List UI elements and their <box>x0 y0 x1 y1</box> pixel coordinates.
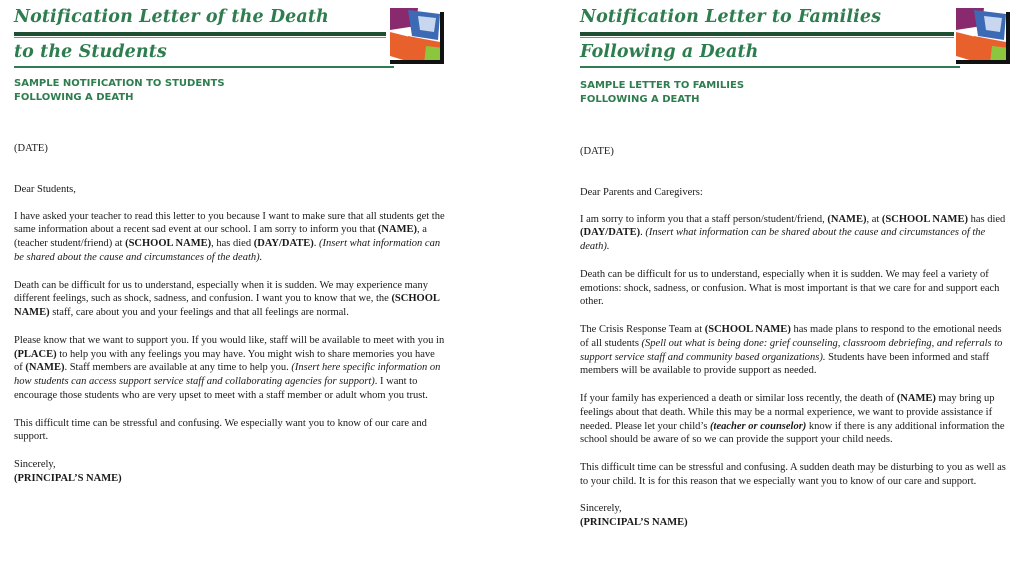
letter-body <box>14 142 446 486</box>
subheading-line2: FOLLOWING A DEATH <box>14 92 134 103</box>
letter-paragraph: Please know that we want to support you. If you would like, staff will be available to meet with you in (PLACE) to help you with any feelings you may have. You might wish to share memories you have of (NAME). Staff members are available at any time to help you. (Insert here specific information on how students can access support service staff and collaborating agencies for support). I want to encourage those students who are very upset to meet with a staff member or adult whom you trust. <box>14 334 445 401</box>
letter-date: (DATE) <box>14 143 48 154</box>
student-letter-page <box>0 0 470 579</box>
letter-paragraph: Death can be difficult for us to understand, especially when it is sudden. We may experience many different feelings, such as shock, sadness, and confusion. I want you to know that we, the (SCHOOL NAME) staff, care about you and your feelings and that all feelings are normal. <box>14 279 440 319</box>
letter-signature: (PRINCIPAL’S NAME) <box>14 472 122 484</box>
letter-paragraph: Death can be difficult for us to understand, especially when it is sudden. We may feel a variety of emotions: shock, sadness, or confusion. What is most important is that we care for and support each other. <box>580 268 1000 308</box>
page-title-line1: Notification Letter to Families <box>580 7 882 27</box>
page-title-line2: Following a Death <box>580 42 759 62</box>
letter-closing: Sincerely, <box>14 458 56 470</box>
letter-paragraph: The Crisis Response Team at (SCHOOL NAME) has made plans to respond to the emotional needs of all students (Spell out what is being done: grief counseling, classroom debriefing, and referrals to support service staff and community based organizations). Students have been informed and staff members will be available to provide support as needed. <box>580 323 1003 377</box>
letter-paragraph: I am sorry to inform you that a staff person/student/friend, (NAME), at (SCHOOL NAME) has died (DAY/DATE). (Insert what information can be shared about the cause and circumstances of the death). <box>580 213 1006 253</box>
letter-paragraph: If your family has experienced a death or similar loss recently, the death of (NAME) may bring up feelings about that death. While this may be a normal experience, we want to provide assistance if needed. Please let your child’s (teacher or counselor) know if there is any additional information the school should be aware of so we can provide the support your child needs. <box>580 392 1005 446</box>
letter-paragraph: This difficult time can be stressful and confusing. A sudden death may be disturbing to you as well as to your child. It is for this reason that we especially want you to know of our care and support. <box>580 461 1006 487</box>
title-underline <box>14 66 394 68</box>
letter-date: (DATE) <box>580 146 614 157</box>
subheading-line1: SAMPLE LETTER TO FAMILIES <box>580 80 745 91</box>
letter-body <box>580 145 1010 530</box>
letter-paragraph: This difficult time can be stressful and confusing. We especially want you to know of our care and support. <box>14 417 427 443</box>
sample-subheading <box>580 79 744 107</box>
letter-salutation: Dear Parents and Caregivers: <box>580 186 703 198</box>
collage-logo-icon <box>954 6 1010 64</box>
letter-signature: (PRINCIPAL’S NAME) <box>580 517 688 529</box>
subheading-line1: SAMPLE NOTIFICATION TO STUDENTS <box>14 78 225 89</box>
title-rule <box>14 32 386 36</box>
title-rule <box>580 32 954 36</box>
collage-logo-icon <box>388 6 444 64</box>
title-rule-accent <box>14 37 386 38</box>
letter-salutation: Dear Students, <box>14 183 76 195</box>
title-underline <box>580 66 960 68</box>
letter-paragraph: I have asked your teacher to read this letter to you because I want to make sure that all students get the same information about a recent sad event at our school. I am sorry to inform you that (NAME), a (teacher student/friend) at (SCHOOL NAME), has died (DAY/DATE). (Insert what information can be shared about the cause and circumstances of the death). <box>14 210 445 263</box>
page-title-line1: Notification Letter of the Death <box>14 7 329 27</box>
page-title-line2: to the Students <box>14 42 167 62</box>
subheading-line2: FOLLOWING A DEATH <box>580 94 700 105</box>
sample-subheading <box>14 77 225 105</box>
family-letter-page <box>566 0 1024 579</box>
letter-closing: Sincerely, <box>580 503 622 515</box>
title-rule-accent <box>580 37 954 38</box>
